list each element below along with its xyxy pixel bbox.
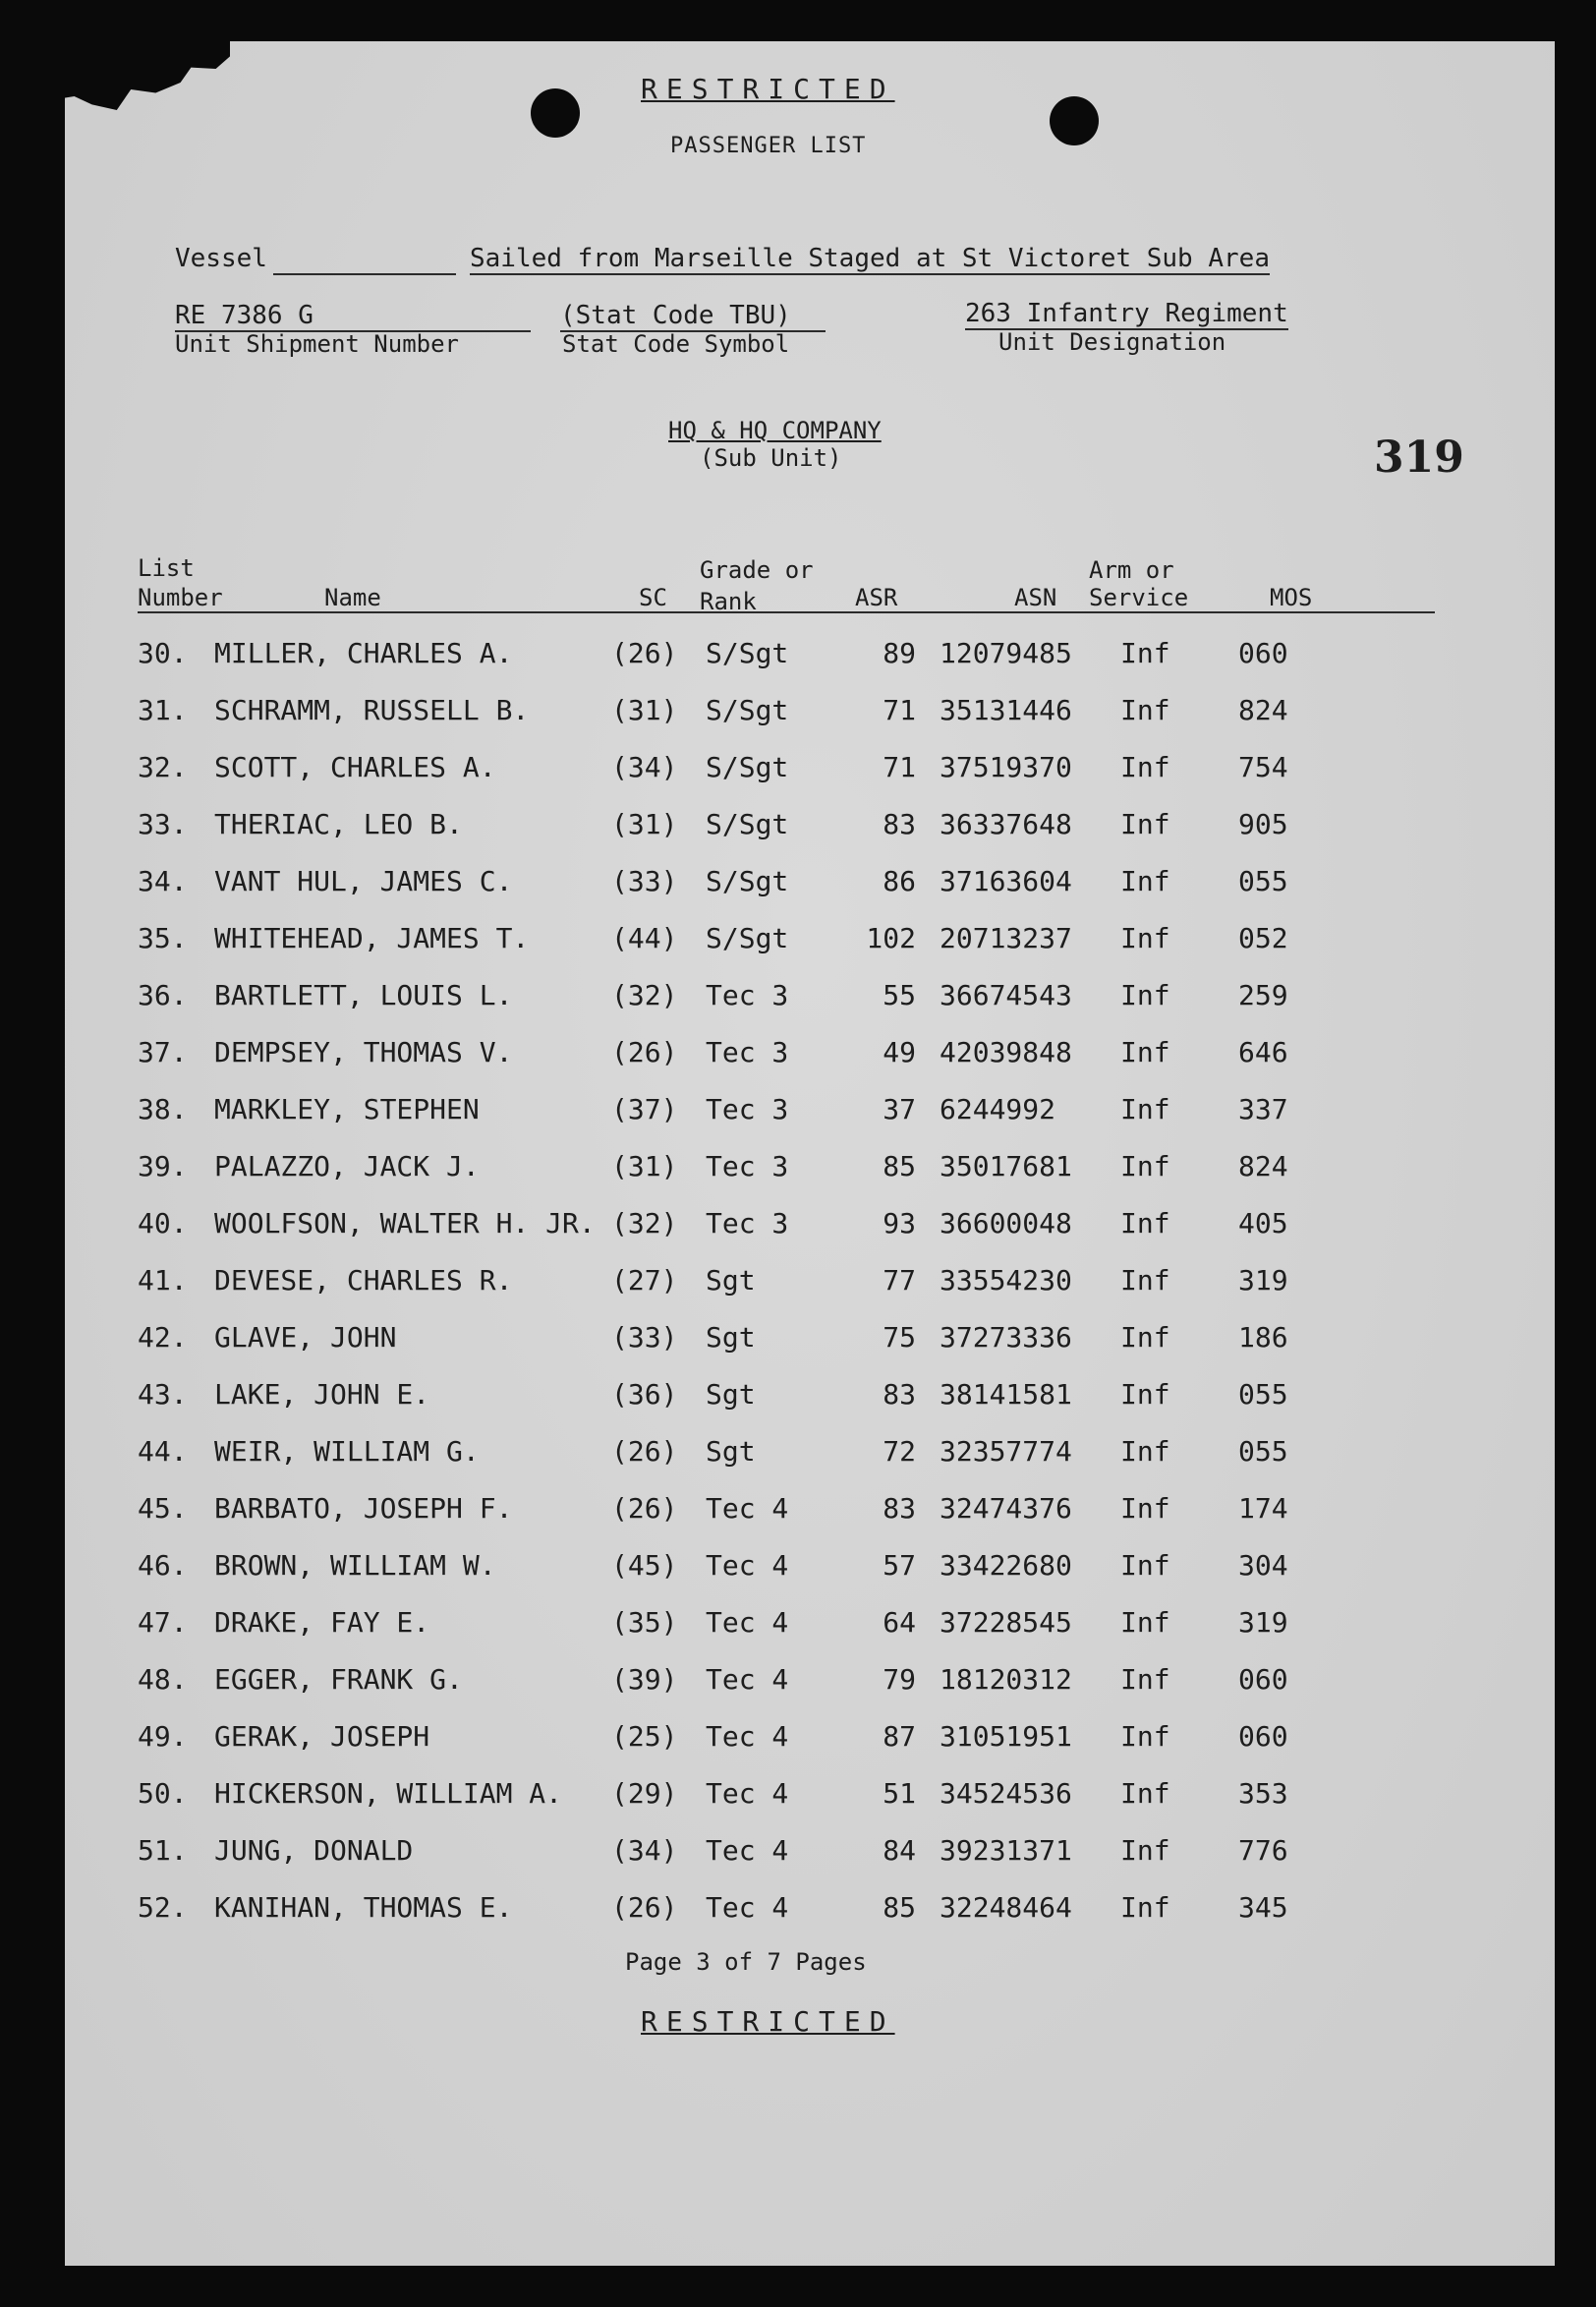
row-grade: Tec 4 bbox=[706, 1663, 789, 1696]
row-number: 34. bbox=[138, 865, 188, 897]
row-sc: (37) bbox=[611, 1093, 678, 1125]
row-asn: 12079485 bbox=[940, 637, 1072, 669]
table-row bbox=[0, 1264, 1596, 1303]
row-mos: 824 bbox=[1238, 1150, 1288, 1182]
row-sc: (39) bbox=[611, 1663, 678, 1696]
row-name: KANIHAN, THOMAS E. bbox=[214, 1891, 513, 1924]
row-number: 47. bbox=[138, 1606, 188, 1639]
row-asr: 86 bbox=[883, 865, 916, 897]
row-arm: Inf bbox=[1120, 694, 1170, 726]
row-asr: 57 bbox=[883, 1549, 916, 1582]
vessel-label: Vessel bbox=[175, 244, 267, 273]
row-arm: Inf bbox=[1120, 1492, 1170, 1525]
row-name: WOOLFSON, WALTER H. JR. bbox=[214, 1207, 596, 1240]
row-asr: 87 bbox=[883, 1720, 916, 1753]
row-name: SCOTT, CHARLES A. bbox=[214, 751, 496, 783]
row-asr: 55 bbox=[883, 979, 916, 1011]
table-row bbox=[0, 1207, 1596, 1246]
row-arm: Inf bbox=[1120, 1549, 1170, 1582]
row-grade: Tec 4 bbox=[706, 1720, 789, 1753]
row-sc: (26) bbox=[611, 1492, 678, 1525]
table-row bbox=[0, 1834, 1596, 1874]
table-row bbox=[0, 808, 1596, 847]
row-asn: 20713237 bbox=[940, 922, 1072, 954]
row-arm: Inf bbox=[1120, 751, 1170, 783]
row-asn: 32474376 bbox=[940, 1492, 1072, 1525]
row-asr: 75 bbox=[883, 1321, 916, 1354]
row-grade: Sgt bbox=[706, 1435, 756, 1468]
table-row bbox=[0, 1663, 1596, 1702]
row-number: 43. bbox=[138, 1378, 188, 1411]
col-grade-bottom: Rank bbox=[700, 588, 757, 615]
row-asn: 33422680 bbox=[940, 1549, 1072, 1582]
row-name: HICKERSON, WILLIAM A. bbox=[214, 1777, 563, 1810]
row-arm: Inf bbox=[1120, 637, 1170, 669]
table-row bbox=[0, 1720, 1596, 1759]
row-sc: (26) bbox=[611, 1036, 678, 1068]
row-name: JUNG, DONALD bbox=[214, 1834, 414, 1867]
row-asn: 6244992 bbox=[940, 1093, 1056, 1125]
row-mos: 055 bbox=[1238, 1435, 1288, 1468]
row-asr: 102 bbox=[866, 922, 916, 954]
row-arm: Inf bbox=[1120, 1834, 1170, 1867]
row-grade: S/Sgt bbox=[706, 808, 789, 840]
row-number: 46. bbox=[138, 1549, 188, 1582]
row-number: 42. bbox=[138, 1321, 188, 1354]
row-sc: (26) bbox=[611, 1891, 678, 1924]
row-arm: Inf bbox=[1120, 1435, 1170, 1468]
row-asn: 37228545 bbox=[940, 1606, 1072, 1639]
row-mos: 259 bbox=[1238, 979, 1288, 1011]
row-number: 50. bbox=[138, 1777, 188, 1810]
row-mos: 304 bbox=[1238, 1549, 1288, 1582]
row-arm: Inf bbox=[1120, 1606, 1170, 1639]
row-asr: 83 bbox=[883, 1378, 916, 1411]
row-arm: Inf bbox=[1120, 1720, 1170, 1753]
row-grade: Tec 4 bbox=[706, 1891, 789, 1924]
row-arm: Inf bbox=[1120, 1093, 1170, 1125]
row-arm: Inf bbox=[1120, 1150, 1170, 1182]
row-mos: 060 bbox=[1238, 1663, 1288, 1696]
col-grade-top: Grade or bbox=[700, 556, 814, 584]
row-mos: 052 bbox=[1238, 922, 1288, 954]
classification-footer: RESTRICTED bbox=[641, 2005, 895, 2038]
row-asn: 38141581 bbox=[940, 1378, 1072, 1411]
row-asn: 36674543 bbox=[940, 979, 1072, 1011]
row-sc: (31) bbox=[611, 694, 678, 726]
row-grade: Tec 3 bbox=[706, 1093, 789, 1125]
page-stamp: 319 bbox=[1374, 433, 1464, 483]
row-sc: (29) bbox=[611, 1777, 678, 1810]
row-name: WHITEHEAD, JAMES T. bbox=[214, 922, 530, 954]
row-asr: 85 bbox=[883, 1891, 916, 1924]
row-name: DRAKE, FAY E. bbox=[214, 1606, 430, 1639]
row-mos: 353 bbox=[1238, 1777, 1288, 1810]
row-mos: 905 bbox=[1238, 808, 1288, 840]
row-sc: (44) bbox=[611, 922, 678, 954]
row-sc: (33) bbox=[611, 1321, 678, 1354]
row-arm: Inf bbox=[1120, 1036, 1170, 1068]
row-name: BARBATO, JOSEPH F. bbox=[214, 1492, 513, 1525]
row-mos: 055 bbox=[1238, 865, 1288, 897]
row-asn: 35017681 bbox=[940, 1150, 1072, 1182]
row-grade: Tec 3 bbox=[706, 979, 789, 1011]
table-row bbox=[0, 1891, 1596, 1931]
row-arm: Inf bbox=[1120, 1663, 1170, 1696]
table-row bbox=[0, 922, 1596, 961]
row-number: 31. bbox=[138, 694, 188, 726]
col-asr: ASR bbox=[855, 584, 898, 611]
row-sc: (26) bbox=[611, 1435, 678, 1468]
row-name: PALAZZO, JACK J. bbox=[214, 1150, 480, 1182]
row-mos: 824 bbox=[1238, 694, 1288, 726]
row-asr: 89 bbox=[883, 637, 916, 669]
row-name: LAKE, JOHN E. bbox=[214, 1378, 430, 1411]
row-arm: Inf bbox=[1120, 1378, 1170, 1411]
shipment-label: Unit Shipment Number bbox=[175, 330, 459, 358]
table-row bbox=[0, 1606, 1596, 1645]
row-arm: Inf bbox=[1120, 1321, 1170, 1354]
row-number: 38. bbox=[138, 1093, 188, 1125]
table-row bbox=[0, 1378, 1596, 1417]
row-grade: Tec 4 bbox=[706, 1834, 789, 1867]
row-asn: 35131446 bbox=[940, 694, 1072, 726]
row-name: BARTLETT, LOUIS L. bbox=[214, 979, 513, 1011]
row-mos: 319 bbox=[1238, 1264, 1288, 1297]
row-grade: Sgt bbox=[706, 1264, 756, 1297]
table-row bbox=[0, 637, 1596, 676]
table-row bbox=[0, 1492, 1596, 1531]
row-sc: (34) bbox=[611, 1834, 678, 1867]
row-asr: 71 bbox=[883, 694, 916, 726]
row-number: 40. bbox=[138, 1207, 188, 1240]
sub-unit: HQ & HQ COMPANY bbox=[668, 417, 882, 444]
row-grade: Tec 4 bbox=[706, 1492, 789, 1525]
punch-hole-left bbox=[531, 88, 580, 138]
row-arm: Inf bbox=[1120, 1777, 1170, 1810]
row-sc: (34) bbox=[611, 751, 678, 783]
row-asr: 83 bbox=[883, 1492, 916, 1525]
row-name: GERAK, JOSEPH bbox=[214, 1720, 430, 1753]
row-arm: Inf bbox=[1120, 808, 1170, 840]
row-number: 33. bbox=[138, 808, 188, 840]
row-asn: 36337648 bbox=[940, 808, 1072, 840]
row-sc: (35) bbox=[611, 1606, 678, 1639]
row-number: 30. bbox=[138, 637, 188, 669]
row-asr: 84 bbox=[883, 1834, 916, 1867]
table-row bbox=[0, 694, 1596, 733]
row-grade: Tec 4 bbox=[706, 1549, 789, 1582]
row-asr: 77 bbox=[883, 1264, 916, 1297]
row-grade: Tec 4 bbox=[706, 1606, 789, 1639]
stat-code-label: Stat Code Symbol bbox=[562, 330, 790, 358]
row-number: 36. bbox=[138, 979, 188, 1011]
row-grade: Tec 3 bbox=[706, 1036, 789, 1068]
row-asn: 33554230 bbox=[940, 1264, 1072, 1297]
row-name: SCHRAMM, RUSSELL B. bbox=[214, 694, 530, 726]
row-name: GLAVE, JOHN bbox=[214, 1321, 397, 1354]
col-arm-bottom: Service bbox=[1089, 584, 1189, 611]
row-name: THERIAC, LEO B. bbox=[214, 808, 463, 840]
row-name: BROWN, WILLIAM W. bbox=[214, 1549, 496, 1582]
row-mos: 319 bbox=[1238, 1606, 1288, 1639]
row-asr: 37 bbox=[883, 1093, 916, 1125]
row-sc: (32) bbox=[611, 979, 678, 1011]
row-grade: Sgt bbox=[706, 1378, 756, 1411]
row-grade: Tec 4 bbox=[706, 1777, 789, 1810]
row-number: 39. bbox=[138, 1150, 188, 1182]
row-mos: 646 bbox=[1238, 1036, 1288, 1068]
row-asn: 36600048 bbox=[940, 1207, 1072, 1240]
row-sc: (36) bbox=[611, 1378, 678, 1411]
row-grade: Tec 3 bbox=[706, 1150, 789, 1182]
table-row bbox=[0, 1036, 1596, 1075]
table-row bbox=[0, 1321, 1596, 1360]
row-grade: S/Sgt bbox=[706, 694, 789, 726]
row-asr: 93 bbox=[883, 1207, 916, 1240]
row-mos: 055 bbox=[1238, 1378, 1288, 1411]
row-number: 35. bbox=[138, 922, 188, 954]
row-number: 37. bbox=[138, 1036, 188, 1068]
row-number: 51. bbox=[138, 1834, 188, 1867]
row-asr: 51 bbox=[883, 1777, 916, 1810]
classification-header: RESTRICTED bbox=[641, 73, 895, 105]
row-asr: 72 bbox=[883, 1435, 916, 1468]
row-grade: S/Sgt bbox=[706, 637, 789, 669]
vessel-blank bbox=[273, 246, 456, 275]
col-list-bottom: Number bbox=[138, 584, 223, 611]
col-sc: SC bbox=[639, 584, 667, 611]
row-mos: 186 bbox=[1238, 1321, 1288, 1354]
row-mos: 405 bbox=[1238, 1207, 1288, 1240]
row-mos: 345 bbox=[1238, 1891, 1288, 1924]
unit-designation-label: Unit Designation bbox=[998, 328, 1226, 356]
row-mos: 174 bbox=[1238, 1492, 1288, 1525]
row-mos: 337 bbox=[1238, 1093, 1288, 1125]
row-asn: 18120312 bbox=[940, 1663, 1072, 1696]
row-name: DEMPSEY, THOMAS V. bbox=[214, 1036, 513, 1068]
table-row bbox=[0, 1435, 1596, 1474]
col-asn: ASN bbox=[1014, 584, 1057, 611]
row-asn: 37273336 bbox=[940, 1321, 1072, 1354]
page-count: Page 3 of 7 Pages bbox=[625, 1948, 867, 1976]
col-arm-top: Arm or bbox=[1089, 556, 1174, 584]
header-rule bbox=[138, 611, 1435, 613]
row-asn: 39231371 bbox=[940, 1834, 1072, 1867]
col-name: Name bbox=[324, 584, 381, 611]
row-asn: 37163604 bbox=[940, 865, 1072, 897]
col-mos: MOS bbox=[1270, 584, 1313, 611]
row-mos: 060 bbox=[1238, 637, 1288, 669]
row-grade: Sgt bbox=[706, 1321, 756, 1354]
row-number: 32. bbox=[138, 751, 188, 783]
row-asn: 32248464 bbox=[940, 1891, 1072, 1924]
row-grade: S/Sgt bbox=[706, 751, 789, 783]
row-mos: 060 bbox=[1238, 1720, 1288, 1753]
row-number: 49. bbox=[138, 1720, 188, 1753]
row-arm: Inf bbox=[1120, 922, 1170, 954]
row-sc: (26) bbox=[611, 637, 678, 669]
sailed-from: Sailed from Marseille Staged at St Victoret Sub Area bbox=[470, 244, 1270, 273]
row-asr: 83 bbox=[883, 808, 916, 840]
row-arm: Inf bbox=[1120, 1207, 1170, 1240]
row-name: DEVESE, CHARLES R. bbox=[214, 1264, 513, 1297]
row-asn: 31051951 bbox=[940, 1720, 1072, 1753]
table-row bbox=[0, 1777, 1596, 1817]
row-mos: 776 bbox=[1238, 1834, 1288, 1867]
table-row bbox=[0, 979, 1596, 1018]
row-mos: 754 bbox=[1238, 751, 1288, 783]
unit-designation: 263 Infantry Regiment bbox=[965, 299, 1288, 328]
row-number: 44. bbox=[138, 1435, 188, 1468]
row-sc: (32) bbox=[611, 1207, 678, 1240]
stat-code: (Stat Code TBU) bbox=[560, 301, 826, 332]
row-number: 41. bbox=[138, 1264, 188, 1297]
row-grade: Tec 3 bbox=[706, 1207, 789, 1240]
row-sc: (31) bbox=[611, 1150, 678, 1182]
row-sc: (25) bbox=[611, 1720, 678, 1753]
table-row bbox=[0, 1093, 1596, 1132]
row-number: 52. bbox=[138, 1891, 188, 1924]
table-row bbox=[0, 1549, 1596, 1588]
row-asn: 37519370 bbox=[940, 751, 1072, 783]
row-sc: (27) bbox=[611, 1264, 678, 1297]
punch-hole-right bbox=[1050, 96, 1099, 145]
shipment-number: RE 7386 G bbox=[175, 301, 531, 332]
col-list-top: List bbox=[138, 554, 195, 582]
row-asn: 42039848 bbox=[940, 1036, 1072, 1068]
row-grade: S/Sgt bbox=[706, 922, 789, 954]
row-sc: (33) bbox=[611, 865, 678, 897]
row-number: 48. bbox=[138, 1663, 188, 1696]
row-name: MARKLEY, STEPHEN bbox=[214, 1093, 480, 1125]
row-asr: 64 bbox=[883, 1606, 916, 1639]
row-arm: Inf bbox=[1120, 1891, 1170, 1924]
sub-unit-label: (Sub Unit) bbox=[700, 444, 842, 472]
row-asn: 34524536 bbox=[940, 1777, 1072, 1810]
row-arm: Inf bbox=[1120, 865, 1170, 897]
row-asr: 85 bbox=[883, 1150, 916, 1182]
row-asr: 71 bbox=[883, 751, 916, 783]
row-name: EGGER, FRANK G. bbox=[214, 1663, 463, 1696]
row-name: MILLER, CHARLES A. bbox=[214, 637, 513, 669]
row-name: VANT HUL, JAMES C. bbox=[214, 865, 513, 897]
row-arm: Inf bbox=[1120, 979, 1170, 1011]
row-asr: 79 bbox=[883, 1663, 916, 1696]
table-row bbox=[0, 865, 1596, 904]
row-number: 45. bbox=[138, 1492, 188, 1525]
row-name: WEIR, WILLIAM G. bbox=[214, 1435, 480, 1468]
row-arm: Inf bbox=[1120, 1264, 1170, 1297]
row-sc: (31) bbox=[611, 808, 678, 840]
row-asn: 32357774 bbox=[940, 1435, 1072, 1468]
row-grade: S/Sgt bbox=[706, 865, 789, 897]
table-row bbox=[0, 751, 1596, 790]
row-asr: 49 bbox=[883, 1036, 916, 1068]
row-sc: (45) bbox=[611, 1549, 678, 1582]
document-title: PASSENGER LIST bbox=[670, 134, 867, 158]
table-row bbox=[0, 1150, 1596, 1189]
